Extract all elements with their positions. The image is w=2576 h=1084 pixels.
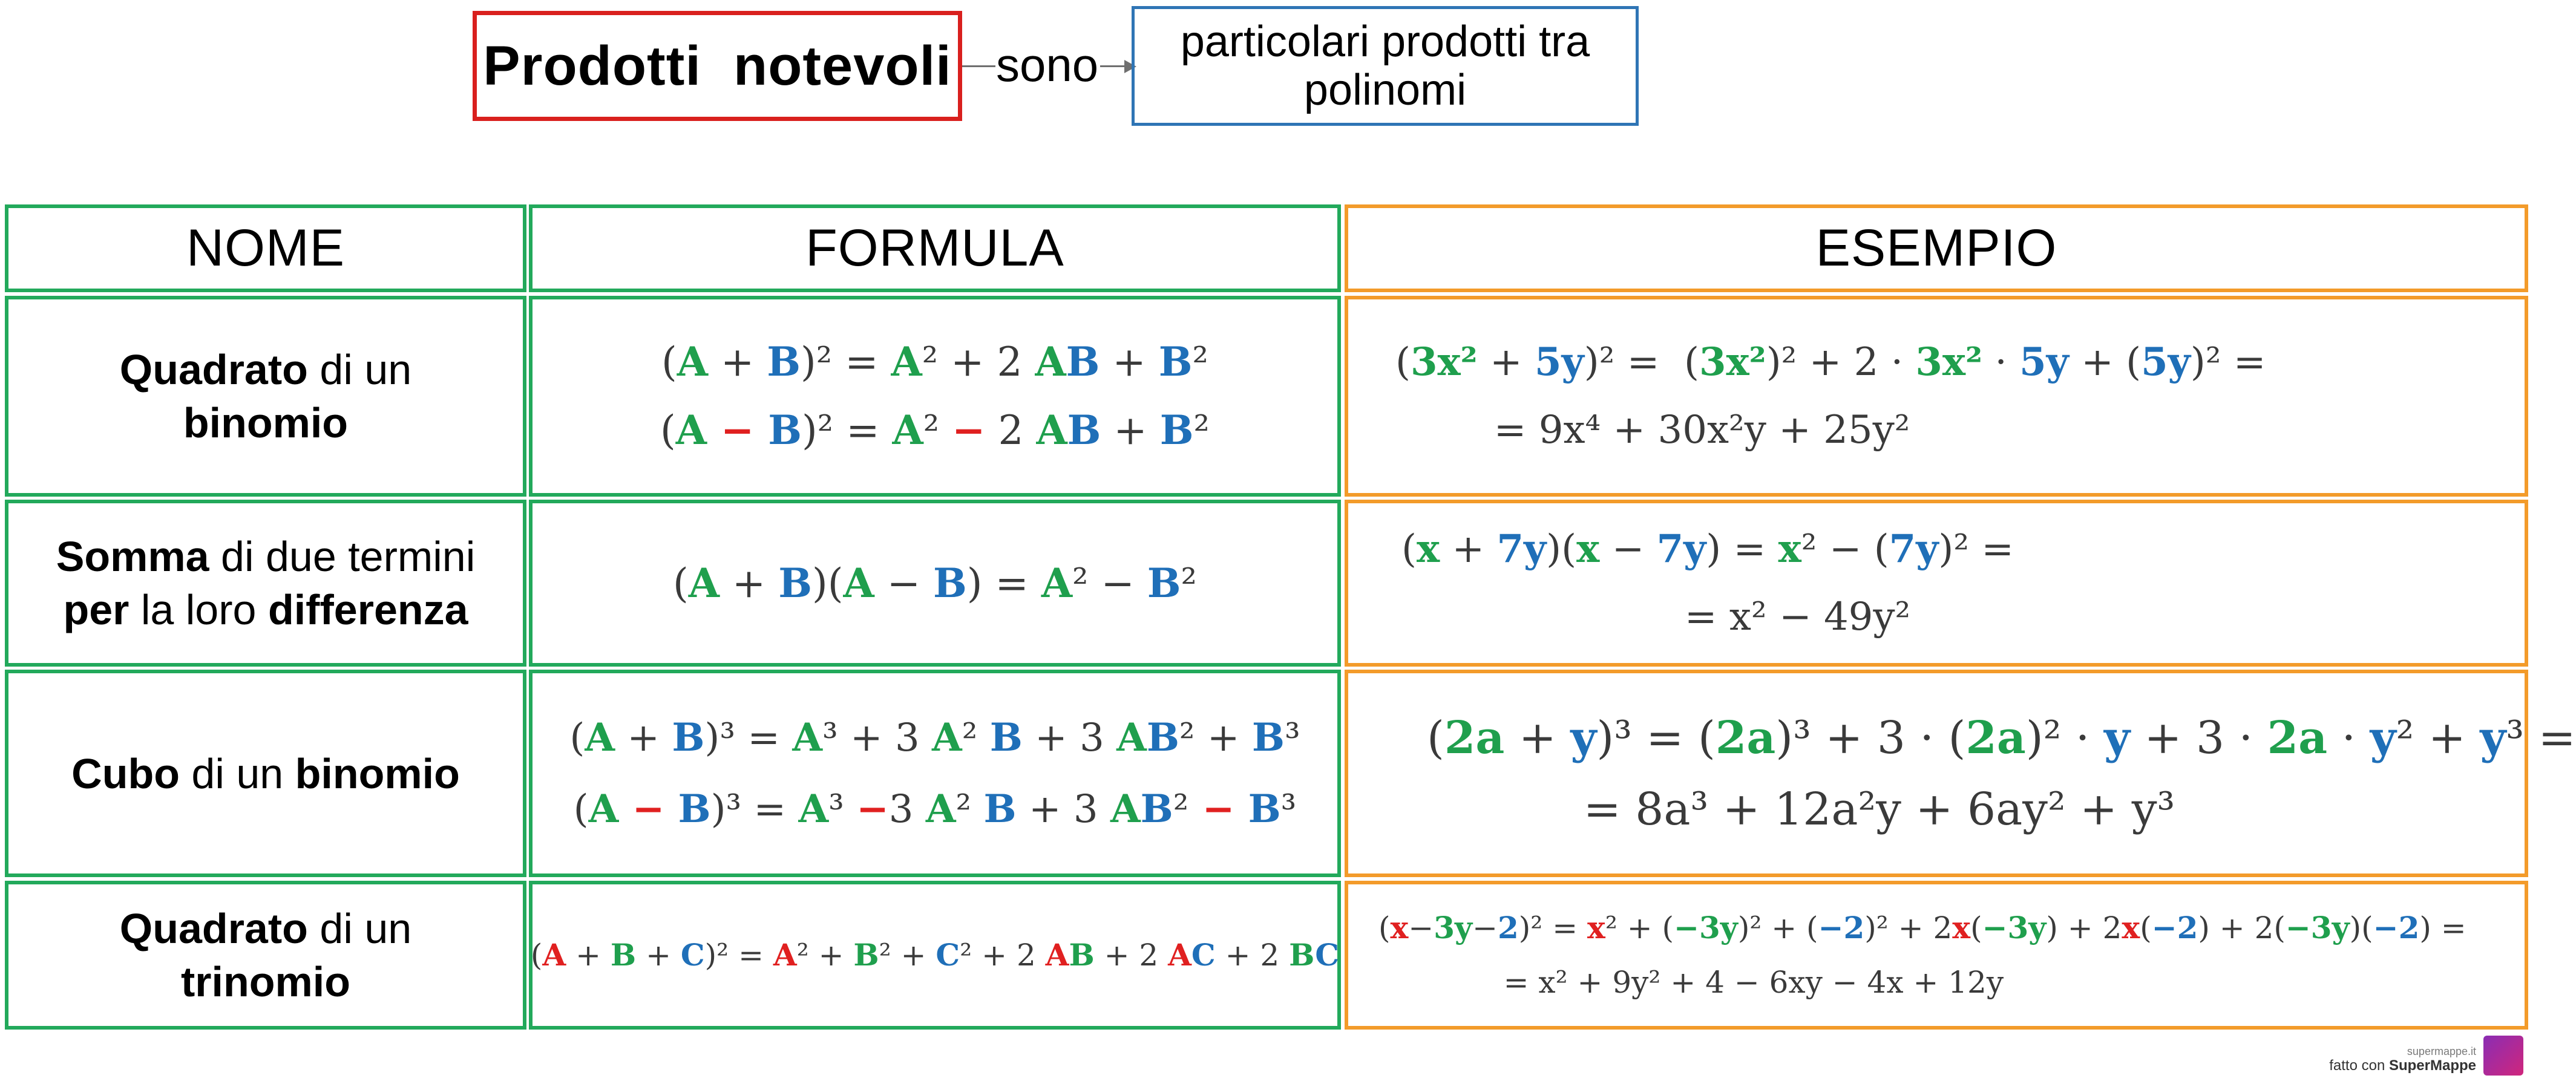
math-token: )² ·: [2025, 711, 2104, 764]
math-token: (: [573, 786, 589, 832]
math-token: A: [1116, 714, 1147, 760]
math-token: y: [2103, 711, 2130, 764]
math-token: B: [1251, 714, 1285, 760]
math-token: B: [1147, 559, 1181, 607]
math-token: ³: [1280, 786, 1297, 832]
math-token: ²: [1173, 786, 1189, 832]
math-token: x: [1587, 910, 1605, 945]
math-token: −3y: [1674, 910, 1738, 945]
row-2-name: [5, 500, 526, 667]
connector-label: sono: [996, 38, 1099, 91]
math-token: 5y: [2019, 339, 2069, 385]
math-token: + 3: [1022, 715, 1117, 760]
math-token: A: [1045, 937, 1069, 973]
math-token: −2: [1818, 910, 1865, 945]
math-token: −: [1472, 910, 1498, 945]
math-token: )² =: [1938, 527, 2014, 572]
math-token: ²: [955, 786, 984, 832]
math-token: B: [1069, 937, 1095, 973]
math-token: ) =: [2419, 910, 2466, 945]
math-token: C: [680, 937, 705, 973]
name-bold-word: Cubo: [71, 749, 180, 797]
math-token: +: [566, 938, 611, 973]
math-token: y: [1570, 711, 1597, 764]
math-token: y: [2480, 711, 2506, 764]
math-token: ·: [2327, 711, 2370, 764]
row-2-formula: [529, 500, 1341, 667]
name-bold-word: differenza: [267, 586, 468, 633]
connector-line: [962, 65, 995, 67]
math-token: + 2: [1215, 938, 1290, 973]
math-token: −: [1188, 786, 1248, 832]
math-token: )² =: [704, 938, 773, 973]
math-token: + 3: [1016, 786, 1110, 832]
math-token: ³ =: [2506, 711, 2576, 764]
math-token: +: [636, 938, 681, 973]
math-token: B: [767, 338, 801, 385]
math-token: ²: [962, 715, 990, 760]
math-token: (: [661, 339, 677, 385]
math-token: A: [932, 714, 962, 760]
math-token: + (: [2068, 340, 2142, 385]
name-bold-word: binomio: [295, 749, 460, 797]
math-token: ) + 2(: [2198, 910, 2286, 945]
math-token: ²: [1181, 560, 1198, 607]
name-bold-word: Quadrato: [119, 905, 308, 952]
example-line: [1427, 702, 2576, 774]
math-token: ²: [1192, 339, 1208, 385]
math-token: B: [778, 559, 813, 607]
name-bold-word: per: [63, 586, 129, 633]
math-token: −: [618, 786, 678, 832]
row-4-example: [1345, 881, 2528, 1030]
math-token: 2a: [1444, 711, 1505, 764]
math-token: +: [719, 560, 779, 607]
name-word: di un: [307, 346, 412, 393]
math-token: A: [925, 786, 956, 832]
name-bold-word: trinomio: [181, 958, 350, 1005]
math-token: ²: [1193, 407, 1210, 454]
row-2-example: [1345, 500, 2528, 667]
math-token: −2: [2151, 910, 2198, 945]
math-token: (: [1970, 910, 1982, 945]
math-token: (: [1401, 527, 1417, 572]
supermappe-logo-icon: [2483, 1036, 2523, 1076]
math-token: (: [660, 407, 676, 454]
math-token: )² + (: [1737, 910, 1818, 945]
math-token: = 8a³ + 12a²y + 6ay² + y³: [1427, 783, 2175, 835]
math-token: ·: [1982, 340, 2020, 385]
title-node: Prodotti notevoli: [473, 11, 962, 121]
name-bold-word: Somma: [56, 533, 209, 580]
math-token: B: [768, 406, 802, 454]
math-token: −: [1599, 527, 1657, 572]
math-token: A: [677, 338, 708, 385]
math-token: 7y: [1656, 526, 1706, 572]
math-token: 3x²: [1915, 339, 1983, 385]
math-token: = 9x⁴ + 30x²y + 25y²: [1395, 408, 1910, 452]
math-token: 3: [888, 786, 926, 832]
math-token: )² =: [801, 339, 891, 385]
math-token: 7y: [1496, 526, 1547, 572]
math-token: C: [936, 937, 960, 973]
math-token: B: [933, 559, 967, 607]
row-3-example: [1345, 670, 2576, 877]
math-token: ² + (: [1605, 910, 1674, 945]
math-token: x: [1576, 526, 1600, 572]
math-token: A: [688, 559, 719, 607]
math-token: = x² − 49y²: [1401, 595, 1911, 639]
math-token: ³: [828, 786, 857, 832]
math-token: B: [678, 786, 711, 832]
math-token: B: [1159, 406, 1194, 454]
row-4-name: [5, 881, 526, 1030]
math-token: +: [1440, 527, 1497, 572]
math-token: B: [1066, 338, 1100, 385]
math-token: ² +: [879, 938, 936, 973]
example-line: [1395, 328, 2266, 396]
example-line: [1395, 396, 1910, 464]
watermark-brand: SuperMappe: [2388, 1057, 2476, 1074]
row-1-name: [5, 296, 526, 497]
math-token: ) =: [1706, 527, 1778, 572]
math-token: ²: [923, 407, 952, 454]
watermark-text: [2329, 1057, 2476, 1074]
math-token: x: [1952, 910, 1971, 945]
math-token: −3y: [2285, 910, 2350, 945]
arrow-line: [1100, 65, 1126, 67]
row-1-example: [1345, 296, 2528, 497]
math-token: −: [856, 786, 889, 832]
math-token: )(: [2349, 910, 2373, 945]
math-token: )(: [812, 560, 844, 607]
math-token: )² =: [1518, 910, 1588, 945]
math-token: + 3 ·: [2129, 711, 2267, 764]
math-token: A: [798, 786, 829, 832]
math-token: B: [983, 786, 1017, 832]
math-token: ² + 2: [960, 938, 1046, 973]
math-token: +: [707, 339, 767, 385]
name-text: [120, 343, 411, 449]
name-bold-word: Quadrato: [119, 346, 308, 393]
math-token: ³ + 3: [822, 715, 932, 760]
math-token: ² +: [2396, 711, 2480, 764]
example-line: [1378, 901, 2466, 955]
math-token: )³ = (: [1596, 711, 1716, 764]
math-token: y: [2370, 711, 2396, 764]
row-1-formula: [529, 296, 1341, 497]
math-token: ² +: [1179, 715, 1252, 760]
math-token: B: [1289, 937, 1316, 973]
math-token: A: [1168, 937, 1191, 973]
math-token: B: [1146, 714, 1179, 760]
math-token: B: [610, 937, 637, 973]
math-token: B: [989, 714, 1023, 760]
math-token: A: [585, 714, 615, 760]
math-token: 3y: [1434, 910, 1473, 945]
math-token: B: [853, 937, 879, 973]
math-token: )² = (: [1584, 340, 1699, 385]
math-token: B: [1158, 338, 1193, 385]
name-text: [120, 902, 411, 1008]
math-token: )(: [1546, 527, 1577, 572]
math-token: +: [1504, 711, 1571, 764]
math-token: 2a: [1965, 711, 2026, 764]
math-token: A: [891, 338, 922, 385]
math-token: A: [773, 937, 797, 973]
definition-node: particolari prodotti tra polinomi: [1132, 6, 1639, 126]
math-token: = x² + 9y² + 4 − 6xy − 4x + 12y: [1378, 965, 2004, 1000]
math-token: −: [706, 406, 769, 454]
math-token: −: [874, 560, 933, 607]
math-token: (: [1378, 910, 1391, 945]
math-token: x: [1778, 526, 1801, 572]
example-line: [1401, 583, 1910, 651]
math-token: (: [569, 715, 585, 760]
formula-line: [531, 931, 1339, 979]
math-token: A: [542, 937, 566, 973]
math-token: )² + 2: [1864, 910, 1953, 945]
math-token: A: [843, 559, 874, 607]
math-token: +: [1100, 339, 1159, 385]
math-token: +: [1477, 340, 1535, 385]
watermark-prefix: fatto con: [2329, 1057, 2389, 1074]
math-token: (: [2140, 910, 2152, 945]
math-token: 5y: [2141, 339, 2191, 385]
row-4-formula: [529, 881, 1341, 1030]
math-token: ² − (: [1801, 527, 1889, 572]
formula-line: [569, 702, 1300, 774]
formula-line: [673, 549, 1197, 618]
math-token: B: [1248, 786, 1281, 832]
math-token: (: [530, 938, 543, 973]
name-text: [56, 530, 476, 636]
math-token: x: [1416, 526, 1440, 572]
math-token: −: [1408, 910, 1434, 945]
math-token: )² + 2 ·: [1766, 340, 1916, 385]
math-token: B: [1140, 786, 1173, 832]
math-token: +: [1101, 407, 1160, 454]
math-token: ² −: [1072, 560, 1147, 607]
math-token: +: [615, 715, 672, 760]
math-token: x: [2122, 910, 2140, 945]
math-token: A: [675, 406, 707, 454]
math-token: + 2: [1094, 938, 1168, 973]
math-token: )³ =: [704, 715, 793, 760]
math-token: ) =: [966, 560, 1041, 607]
math-token: (: [1395, 340, 1411, 385]
math-token: ² +: [796, 938, 854, 973]
math-token: (: [1427, 711, 1444, 764]
math-token: C: [1191, 937, 1216, 973]
math-token: )² =: [802, 407, 893, 454]
math-token: B: [1067, 406, 1101, 454]
formula-line: [661, 328, 1208, 396]
math-token: A: [1036, 406, 1067, 454]
math-token: A: [1041, 559, 1073, 607]
math-token: 3x²: [1410, 339, 1478, 385]
math-token: 2: [1497, 910, 1519, 945]
math-token: 3x²: [1699, 339, 1766, 385]
math-token: )² =: [2190, 340, 2266, 385]
math-token: (: [672, 560, 689, 607]
name-word: la loro: [129, 586, 268, 633]
name-bold-word: binomio: [183, 399, 349, 446]
formula-line: [660, 396, 1210, 465]
math-token: 2: [985, 407, 1037, 454]
math-token: A: [588, 786, 619, 832]
math-token: B: [672, 714, 705, 760]
math-token: −3y: [1982, 910, 2047, 945]
name-word: di un: [307, 905, 412, 952]
math-token: 7y: [1889, 526, 1939, 572]
math-token: ) + 2: [2046, 910, 2122, 945]
formula-line: [574, 774, 1297, 845]
math-token: A: [1035, 338, 1066, 385]
math-token: A: [1110, 786, 1141, 832]
math-token: 2a: [2267, 711, 2328, 764]
row-3-formula: [529, 670, 1341, 877]
math-token: ² + 2: [922, 339, 1035, 385]
example-line: [1401, 515, 2014, 583]
math-token: −: [952, 406, 986, 454]
math-token: )³ + 3 · (: [1775, 711, 1966, 764]
math-token: 2a: [1715, 711, 1776, 764]
math-token: A: [792, 714, 822, 760]
math-token: 5y: [1535, 339, 1584, 385]
math-token: A: [892, 406, 923, 454]
math-token: x: [1390, 910, 1409, 945]
name-word: di un: [179, 749, 295, 797]
header-esempio: ESEMPIO: [1345, 204, 2528, 292]
name-word: di due termini: [209, 533, 476, 580]
example-line: [1427, 774, 2175, 845]
header-formula: FORMULA: [529, 204, 1341, 292]
math-token: −2: [2373, 910, 2420, 945]
math-token: C: [1315, 937, 1340, 973]
math-token: ³: [1284, 715, 1300, 760]
watermark-url: supermappe.it: [2407, 1045, 2476, 1057]
name-text: [71, 747, 460, 800]
row-3-name: [5, 670, 526, 877]
math-token: )³ =: [710, 786, 799, 832]
example-line: [1378, 955, 2004, 1010]
header-nome: NOME: [5, 204, 526, 292]
